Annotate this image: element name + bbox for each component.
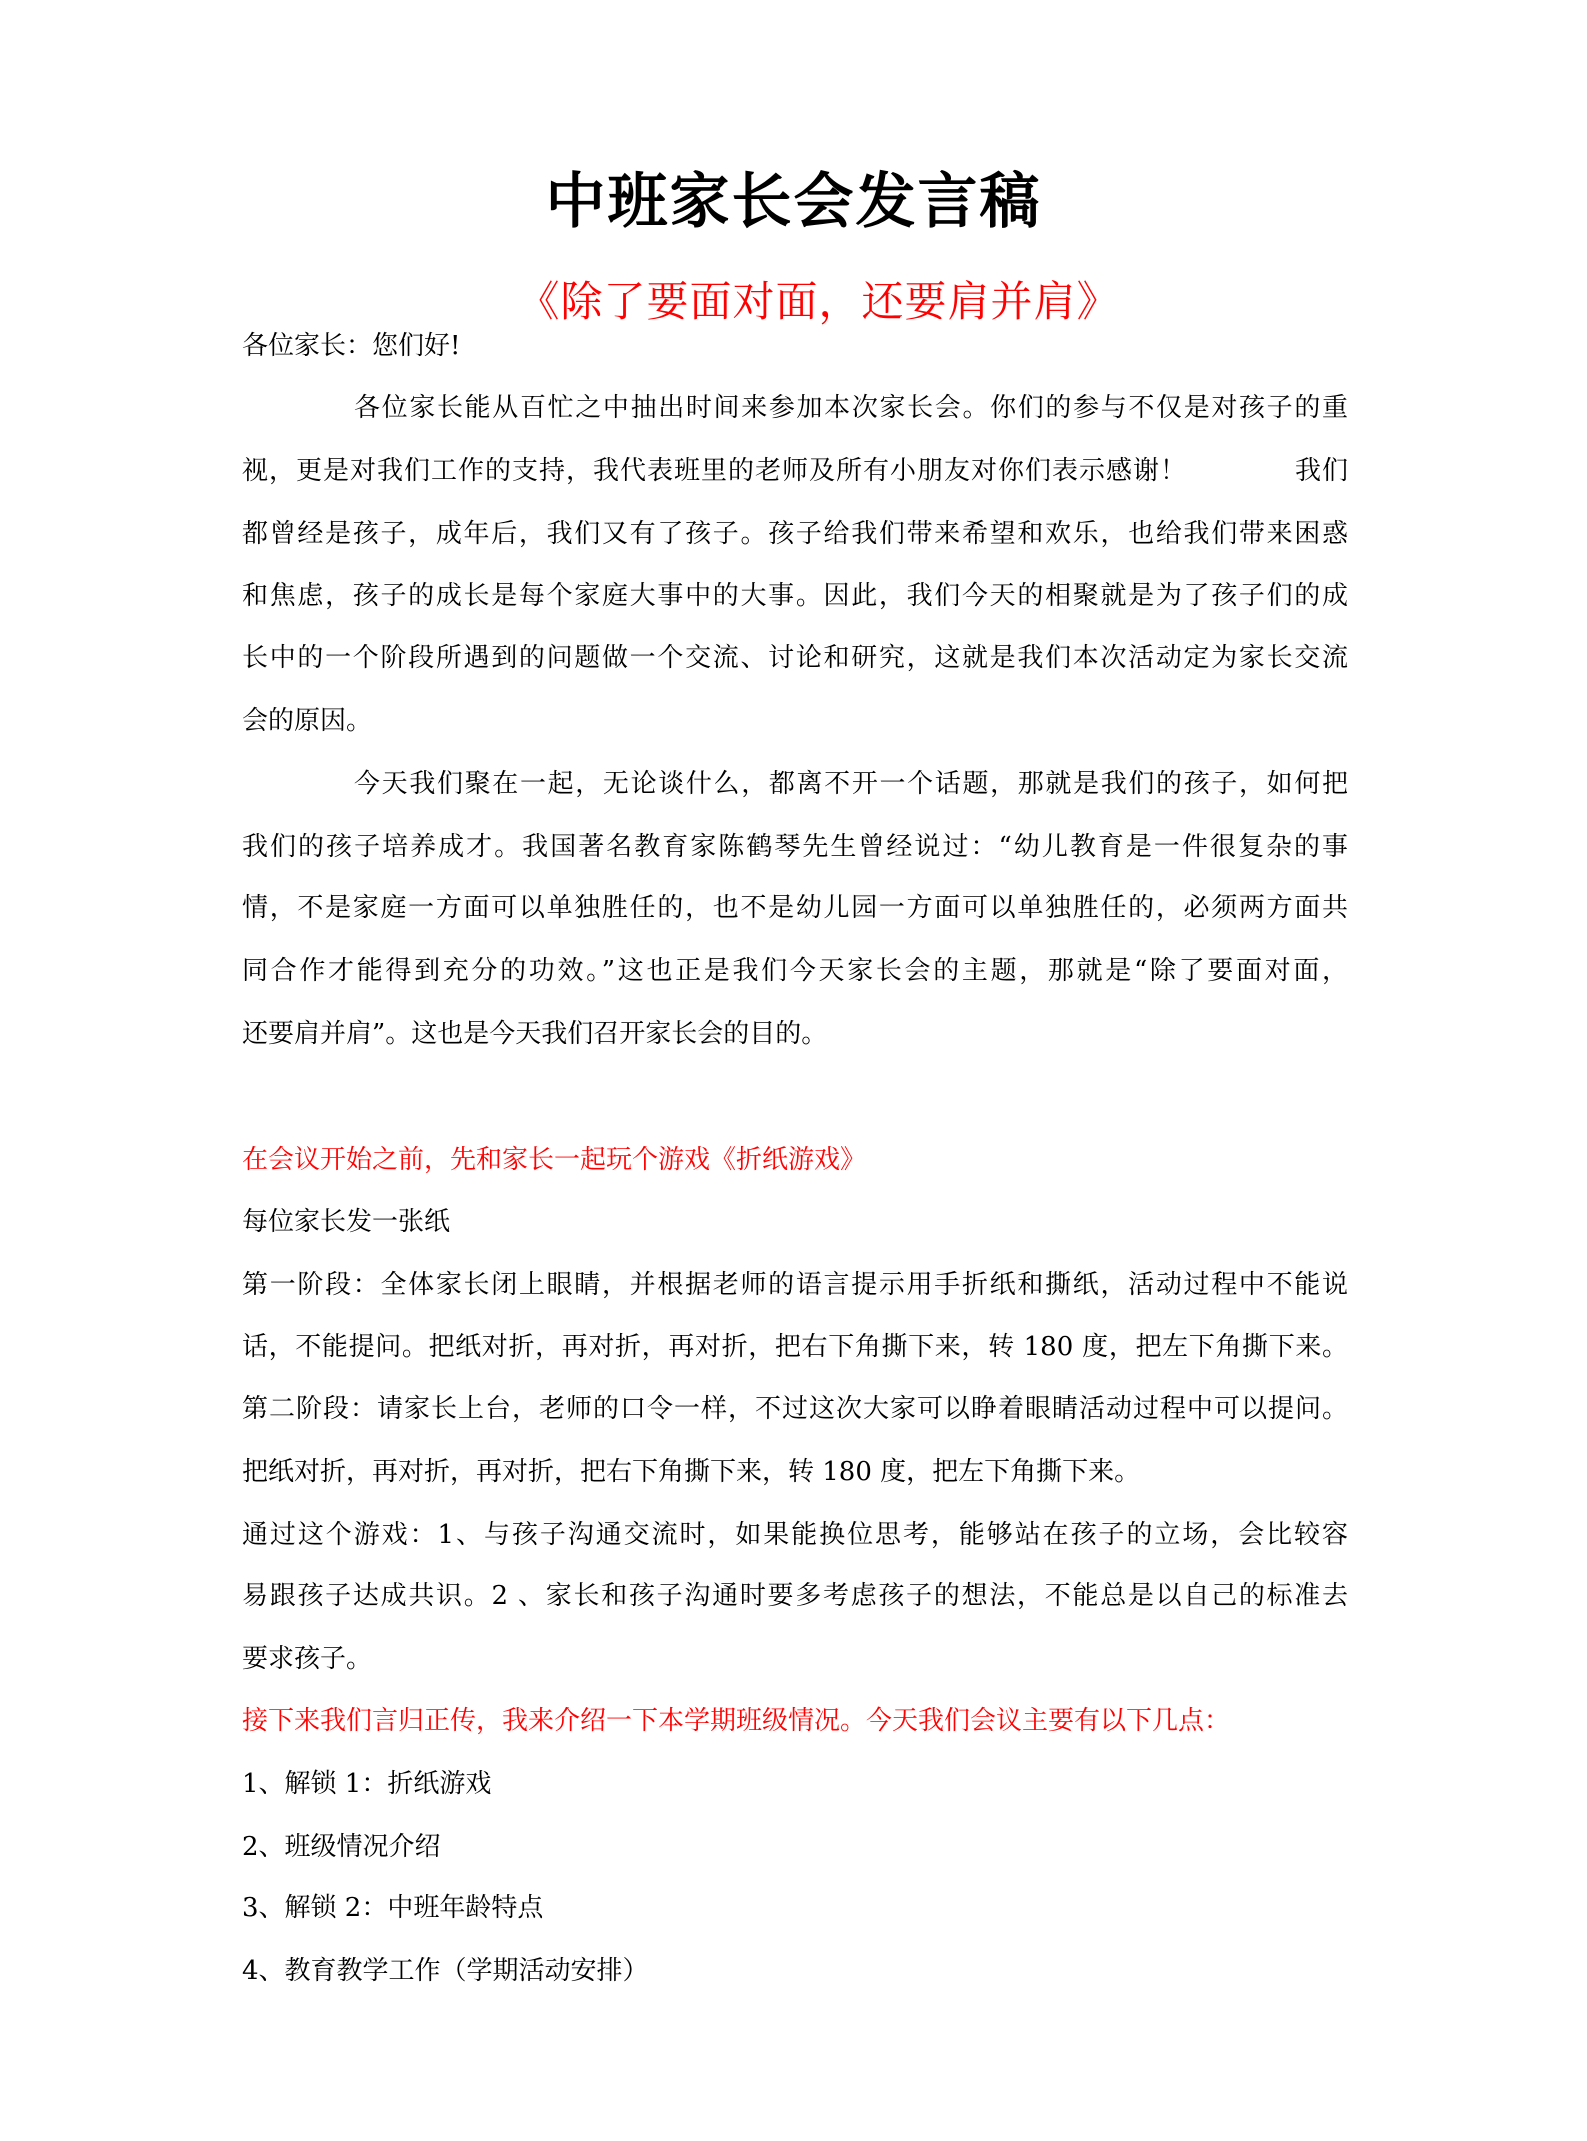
agenda-intro-heading: 接下来我们言归正传，我来介绍一下本学期班级情况。今天我们会议主要有以下几点： [242, 1706, 1231, 1736]
document-subtitle: 《除了要面对面，还要肩并肩》 [517, 277, 1120, 326]
game-line: 通过这个游戏：1、与孩子沟通交流时，如果能换位思考，能够站在孩子的立场，会比较容 [242, 1520, 1348, 1550]
paragraph1-line: 都曾经是孩子，成年后，我们又有了孩子。孩子给我们带来希望和欢乐，也给我们带来困惑 [242, 519, 1348, 549]
paragraph2-line: 情，不是家庭一方面可以单独胜任的，也不是幼儿园一方面可以单独胜任的，必须两方面共 [242, 893, 1348, 923]
paragraph1-line: 视，更是对我们工作的支持，我代表班里的老师及所有小朋友对你们表示感谢！ 我们 [242, 456, 1348, 486]
agenda-item: 3、解锁 2：中班年龄特点 [242, 1893, 544, 1923]
paragraph2-line: 同合作才能得到充分的功效。”这也正是我们今天家长会的主题，那就是“除了要面对面， [242, 956, 1348, 986]
paragraph1-line: 长中的一个阶段所遇到的问题做一个交流、讨论和研究，这就是我们本次活动定为家长交流 [242, 643, 1348, 673]
game-line: 话，不能提问。把纸对折，再对折，再对折，把右下角撕下来，转 180 度，把左下角撕下来。 [242, 1332, 1348, 1362]
game-line: 第一阶段：全体家长闭上眼睛，并根据老师的语言提示用手折纸和撕纸，活动过程中不能说 [242, 1270, 1348, 1300]
greeting: 各位家长：您们好! [242, 331, 461, 361]
paragraph2-line: 我们的孩子培养成才。我国著名教育家陈鹤琴先生曾经说过：“幼儿教育是一件很复杂的事 [242, 832, 1348, 862]
game-line: 易跟孩子达成共识。2 、家长和孩子沟通时要多考虑孩子的想法，不能总是以自己的标准去 [242, 1581, 1348, 1611]
game-line: 每位家长发一张纸 [242, 1207, 451, 1237]
agenda-item: 1、解锁 1：折纸游戏 [242, 1769, 492, 1799]
game-intro-heading: 在会议开始之前，先和家长一起玩个游戏《折纸游戏》 [242, 1145, 867, 1175]
paragraph1-line: 会的原因。 [242, 706, 373, 736]
agenda-item: 4、教育教学工作（学期活动安排） [242, 1956, 649, 1986]
paragraph2-line: 今天我们聚在一起，无论谈什么，都离不开一个话题，那就是我们的孩子，如何把 [354, 769, 1348, 799]
agenda-item: 2、班级情况介绍 [242, 1832, 441, 1862]
game-line: 把纸对折，再对折，再对折，把右下角撕下来，转 180 度，把左下角撕下来。 [242, 1457, 1141, 1487]
game-line: 第二阶段：请家长上台，老师的口令一样，不过这次大家可以睁着眼睛活动过程中可以提问。 [242, 1394, 1348, 1424]
paragraph2-line: 还要肩并肩”。这也是今天我们召开家长会的目的。 [242, 1019, 828, 1049]
paragraph1-line: 各位家长能从百忙之中抽出时间来参加本次家长会。你们的参与不仅是对孩子的重 [354, 393, 1348, 423]
document-title: 中班家长会发言稿 [545, 167, 1042, 237]
paragraph1-line: 和焦虑，孩子的成长是每个家庭大事中的大事。因此，我们今天的相聚就是为了孩子们的成 [242, 581, 1348, 611]
game-line: 要求孩子。 [242, 1644, 373, 1674]
